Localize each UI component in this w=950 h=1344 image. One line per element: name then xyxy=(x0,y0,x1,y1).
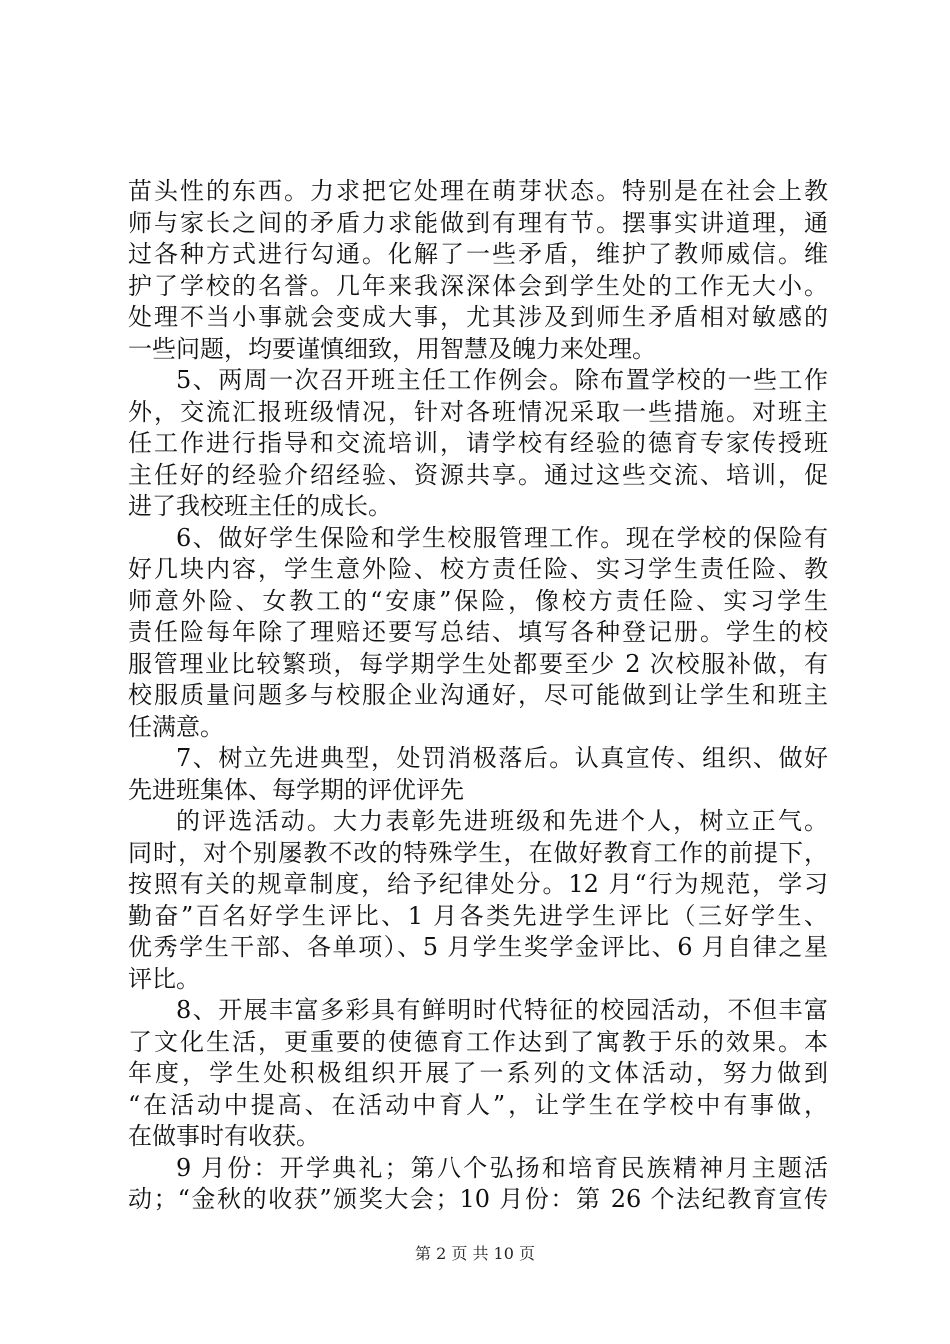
text-line: 先进班集体、每学期的评优评先 xyxy=(128,775,464,804)
page-footer: 第 2 页 共 10 页 xyxy=(415,1244,535,1263)
text-line: 任工作进行指导和交流培训，请学校有经验的德育专家传授班 xyxy=(128,429,828,457)
text-line: 了文化生活，更重要的使德育工作达到了寓教于乐的效果。本 xyxy=(128,1027,828,1056)
text-line: 8、开展丰富多彩具有鲜明时代特征的校园活动，不但丰富 xyxy=(176,996,828,1024)
text-line: 师意外险、女教工的“安康”保险，像校方责任险、实习学生 xyxy=(128,586,828,615)
text-line: 苗头性的东西。力求把它处理在萌芽状态。特别是在社会上教 xyxy=(128,177,828,205)
text-line: 9 月份：开学典礼；第八个弘扬和培育民族精神月主题活 xyxy=(176,1153,828,1182)
text-line: 责任险每年除了理赔还要写总结、填写各种登记册。学生的校 xyxy=(128,618,828,646)
text-line: 评比。 xyxy=(128,964,200,993)
text-line: “在活动中提高、在活动中育人”，让学生在学校中有事做， xyxy=(128,1090,828,1119)
text-line: 6、做好学生保险和学生校服管理工作。现在学校的保险有 xyxy=(176,523,828,552)
text-line: 过各种方式进行勾通。化解了一些矛盾，维护了教师威信。维 xyxy=(128,240,828,268)
text-line: 外，交流汇报班级情况，针对各班情况采取一些措施。对班主 xyxy=(128,397,828,426)
text-line: 服管理业比较繁琐，每学期学生处都要至少 2 次校服补做，有 xyxy=(128,649,828,678)
text-line: 一些问题，均要谨慎细致，用智慧及魄力来处理。 xyxy=(128,334,656,363)
document-body xyxy=(128,176,828,1216)
text-line: 处理不当小事就会变成大事，尤其涉及到师生矛盾相对敏感的 xyxy=(128,303,828,331)
text-line: 的评选活动。大力表彰先进班级和先进个人，树立正气。 xyxy=(176,807,828,835)
text-line: 按照有关的规章制度，给予纪律处分。12 月“行为规范，学习 xyxy=(128,870,828,898)
text-line: 动；“金秋的收获”颁奖大会；10 月份：第 26 个法纪教育宣传 xyxy=(128,1185,828,1213)
text-line: 优秀学生干部、各单项）、5 月学生奖学金评比、6 月自律之星 xyxy=(128,933,828,961)
text-line: 年度，学生处积极组织开展了一系列的文体活动，努力做到 xyxy=(128,1059,828,1087)
text-line: 同时，对个别屡教不改的特殊学生，在做好教育工作的前提下， xyxy=(128,838,828,867)
text-line: 进了我校班主任的成长。 xyxy=(128,492,392,520)
text-line: 5、两周一次召开班主任工作例会。除布置学校的一些工作 xyxy=(176,366,828,394)
text-line: 护了学校的名誉。几年来我深深体会到学生处的工作无大小。 xyxy=(128,271,828,300)
text-line: 好几块内容，学生意外险、校方责任险、实习学生责任险、教 xyxy=(128,555,828,583)
text-line: 勤奋”百名好学生评比、1 月各类先进学生评比（三好学生、 xyxy=(128,901,828,930)
text-line: 校服质量问题多与校服企业沟通好，尽可能做到让学生和班主 xyxy=(128,681,828,709)
text-line: 在做事时有收获。 xyxy=(128,1122,320,1150)
text-line: 7、树立先进典型，处罚消极落后。认真宣传、组织、做好 xyxy=(176,744,828,772)
text-line: 主任好的经验介绍经验、资源共享。通过这些交流、培训，促 xyxy=(128,460,828,489)
text-line: 任满意。 xyxy=(128,712,224,741)
text-line: 师与家长之间的矛盾力求能做到有理有节。摆事实讲道理，通 xyxy=(128,208,828,237)
